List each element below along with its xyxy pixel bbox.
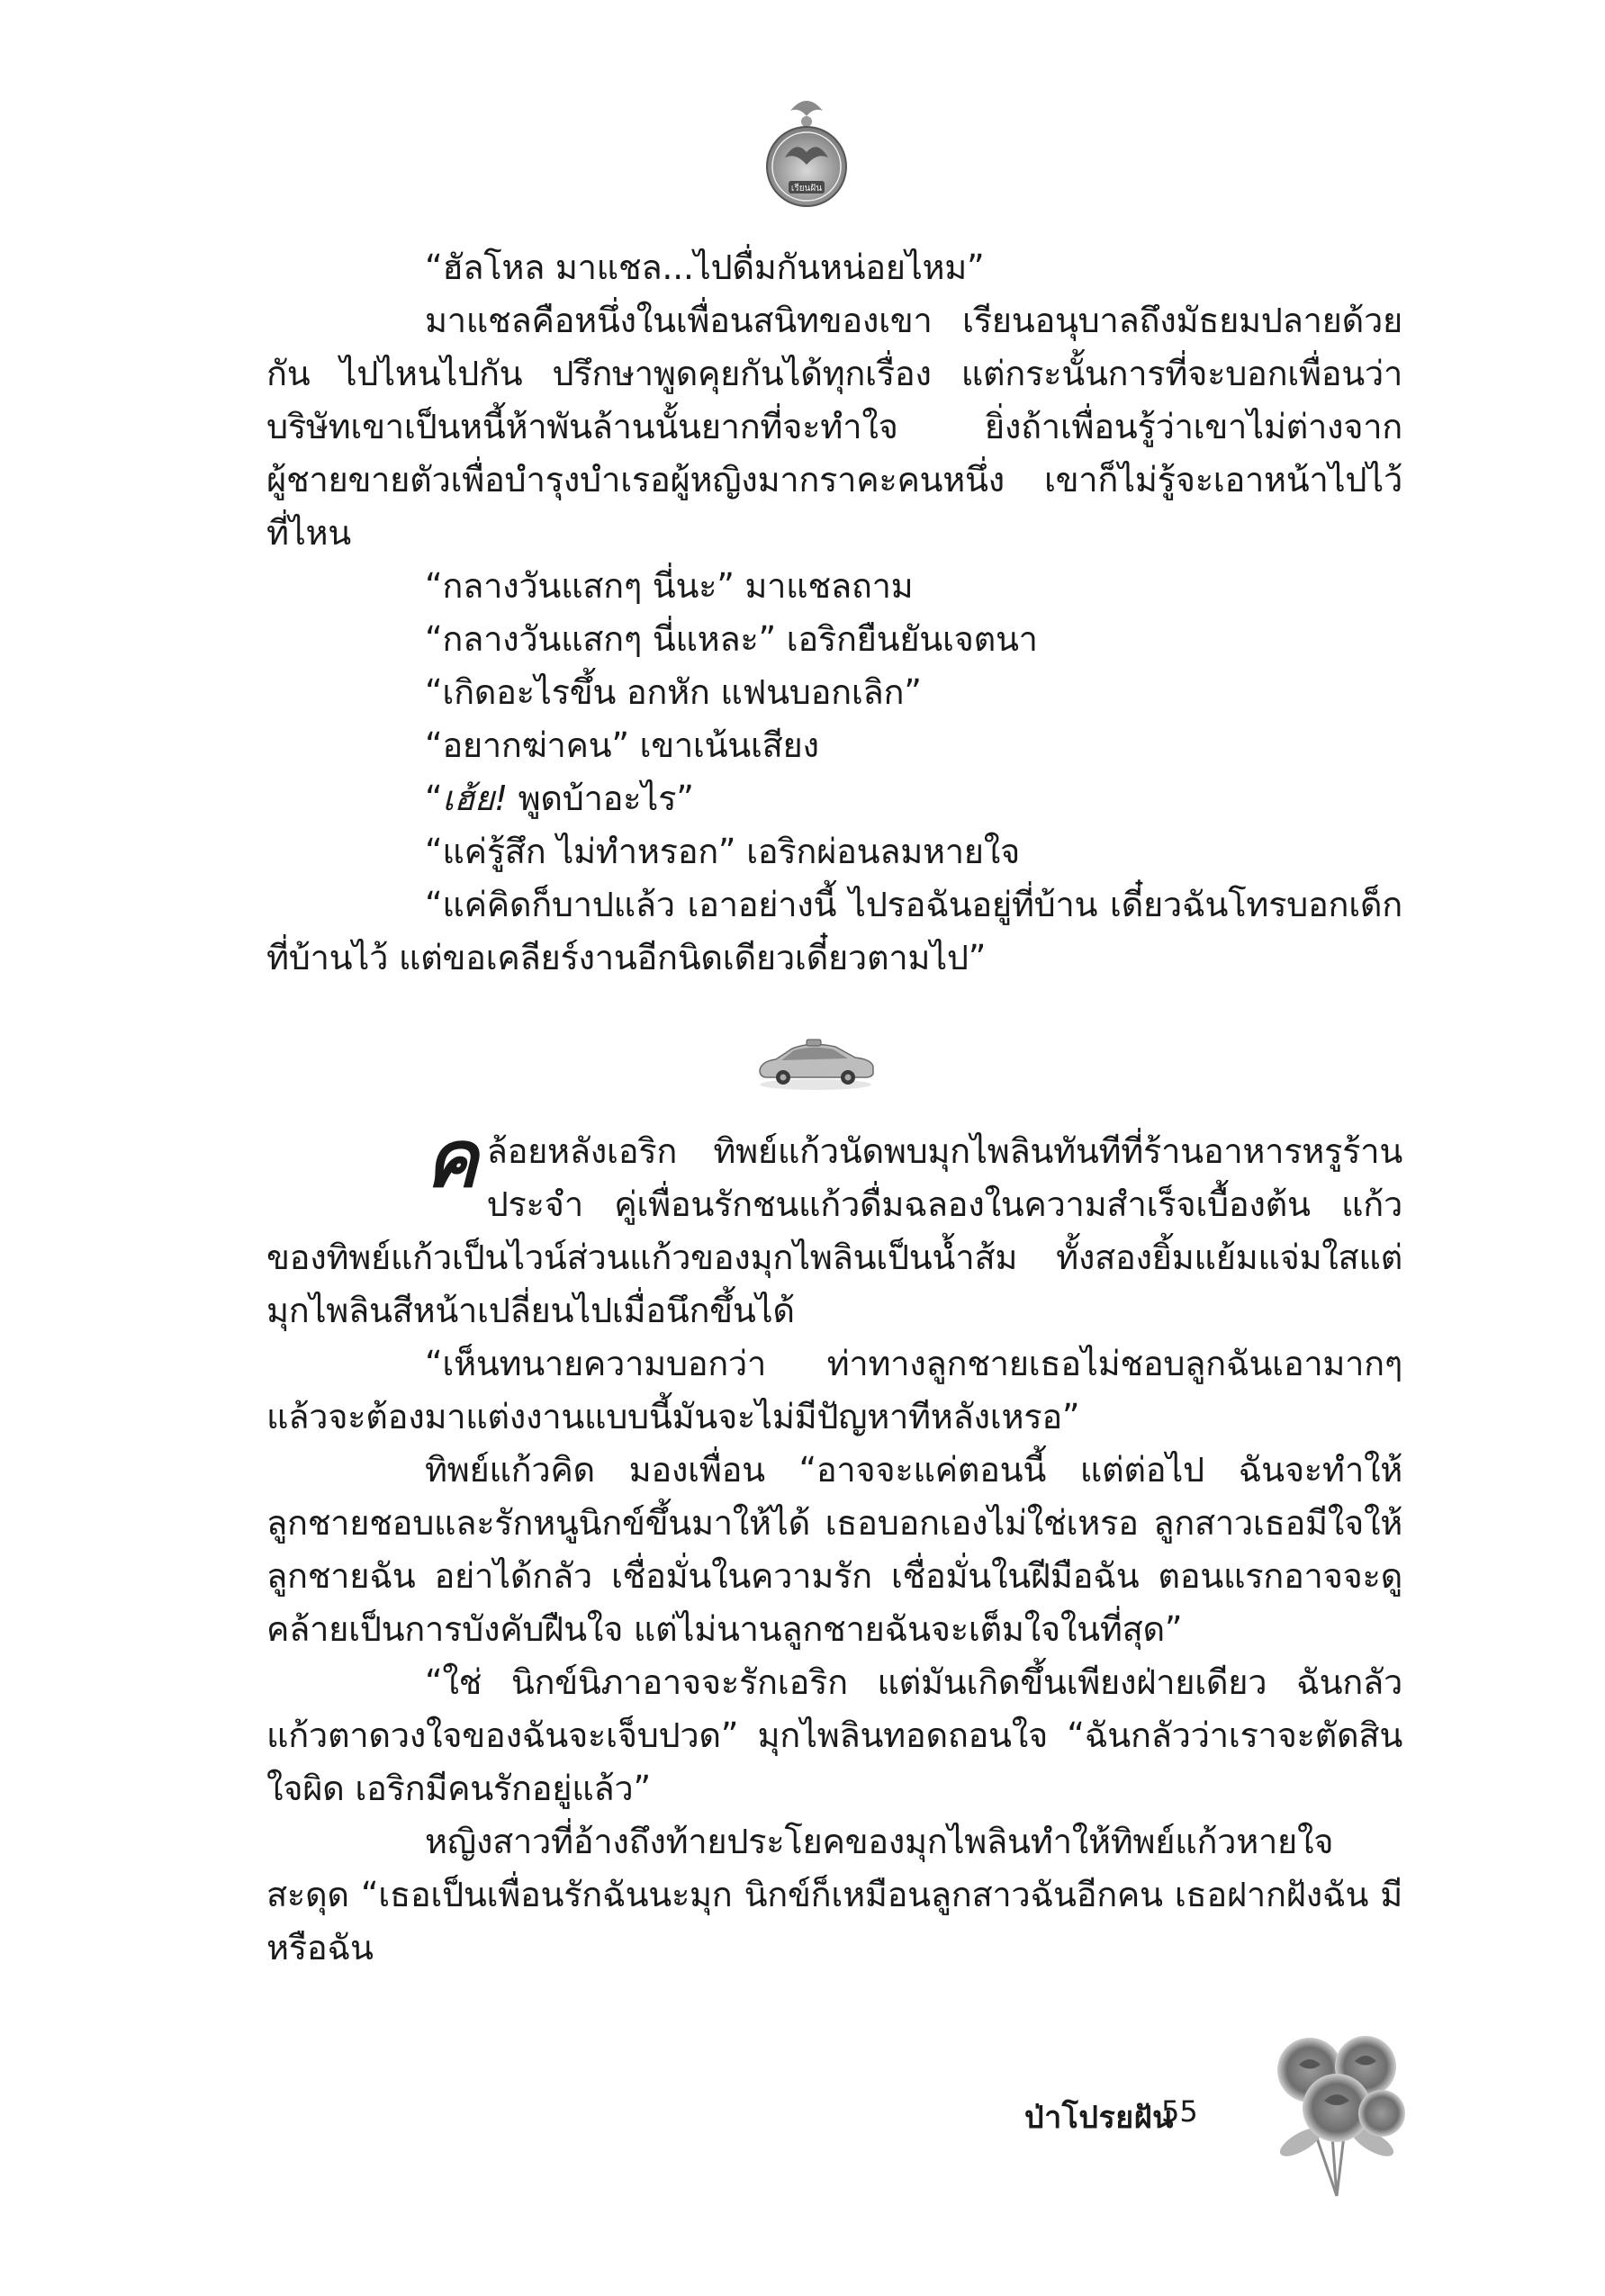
paragraph	[266, 1112, 1402, 1337]
rose-bouquet-icon	[1247, 2007, 1427, 2205]
book-title: ป่าโปรยฝัน	[1024, 2100, 1174, 2136]
paragraph: หญิงสาวที่อ้างถึงท้ายประโยคของมุกไพลินทำให้ทิพย์แก้วหายใจสะดุด “เธอเป็นเพื่อนรักฉันนะมุก นิกข์ก็เหมือนลูกสาวฉันอีกคน เธอฝากฝังฉัน มีหรือฉัน	[266, 1822, 1402, 1967]
page-number: 55	[1161, 2094, 1198, 2129]
emblem-text: เรียนฝัน	[790, 184, 823, 194]
paragraph: “แค่รู้สึก ไม่ทำหรอก” เอริกผ่อนลมหายใจ	[425, 832, 1020, 871]
paragraph: มาแชลคือหนึ่งในเพื่อนสนิทของเขา เรียนอนุบาลถึงมัธยมปลายด้วยกัน ไปไหนไปกัน ปรึกษาพูดคุยกันได้ทุกเรื่อง แต่กระนั้นการที่จะบอกเพื่อนว่าบริษัทเขาเป็นหนี้ห้าพันล้านนั้นยากที่จะทำใจ ยิ่งถ้าเพื่อนรู้ว่าเขาไม่ต่างจากผู้ชายขายตัวเพื่อบำรุงบำเรอผู้หญิงมากราคะคนหนึ่ง เขาก็ไม่รู้จะเอาหน้าไปไว้ที่ไหน	[266, 301, 1402, 553]
quote-rest: พูดบ้าอะไร”	[507, 779, 694, 818]
exclamation: เฮ้ย!	[442, 779, 508, 818]
paragraph	[266, 772, 1402, 825]
ornament-emblem-icon	[763, 95, 850, 212]
paragraph: “ฮัลโหล มาแชล...ไปดื่มกันหน่อยไหม”	[425, 248, 985, 287]
paragraph: “อยากฆ่าคน” เขาเน้นเสียง	[425, 725, 819, 765]
paragraph: “กลางวันแสกๆ นี่แหละ” เอริกยืนยันเจตนา	[425, 619, 1038, 659]
quote-open: “	[425, 779, 443, 818]
paragraph: “แค่คิดก็บาปแล้ว เอาอย่างนี้ ไปรอฉันอยู่ที่บ้าน เดี๋ยวฉันโทรบอกเด็กที่บ้านไว้ แต่ขอเคลียร์งานอีกนิดเดียวเดี๋ยวตามไป”	[266, 885, 1402, 977]
section-2-text	[266, 1112, 1402, 1975]
paragraph: “เกิดอะไรขึ้น อกหัก แฟนบอกเลิก”	[425, 672, 922, 712]
taxi-car-icon	[754, 1032, 877, 1092]
section-1-text	[266, 241, 1402, 985]
paragraph: ทิพย์แก้วคิด มองเพื่อน “อาจจะแค่ตอนนี้ แต่ต่อไป ฉันจะทำให้ลูกชายชอบและรักหนูนิกข์ขึ้นมาให้ได้ เธอบอกเองไม่ใช่เหรอ ลูกสาวเธอมีใจให้ลูกชายฉัน อย่าได้กลัว เชื่อมั่นในความรัก เชื่อมั่นในฝีมือฉัน ตอนแรกอาจจะดูคล้ายเป็นการบังคับฝืนใจ แต่ไม่นานลูกชายฉันจะเต็มใจในที่สุด”	[266, 1450, 1402, 1649]
paragraph: “กลางวันแสกๆ นี่นะ” มาแชลถาม	[425, 566, 914, 606]
drop-cap: ค	[425, 1112, 478, 1205]
paragraph: “เห็นทนายความบอกว่า ท่าทางลูกชายเธอไม่ชอบลูกฉันเอามากๆ แล้วจะต้องมาแต่งงานแบบนี้มันจะไม่มีปัญหาทีหลังเหรอ”	[266, 1344, 1402, 1436]
paragraph-body: ล้อยหลังเอริก ทิพย์แก้วนัดพบมุกไพลินทันทีที่ร้านอาหารหรูร้านประจำ คู่เพื่อนรักชนแก้วดื่มฉลองในความสำเร็จเบื้องต้น แก้วของทิพย์แก้วเป็นไวน์ส่วนแก้วของมุกไพลินเป็นน้ำส้ม ทั้งสองยิ้มแย้มแจ่มใสแต่มุกไพลินสีหน้าเปลี่ยนไปเมื่อนึกขึ้นได้	[266, 1131, 1402, 1330]
paragraph: “ใช่ นิกข์นิภาอาจจะรักเอริก แต่มันเกิดขึ้นเพียงฝ่ายเดียว ฉันกลัวแก้วตาดวงใจของฉันจะเจ็บปวด” มุกไพลินทอดถอนใจ “ฉันกลัวว่าเราจะตัดสินใจผิด เอริกมีคนรักอยู่แล้ว”	[266, 1662, 1402, 1808]
